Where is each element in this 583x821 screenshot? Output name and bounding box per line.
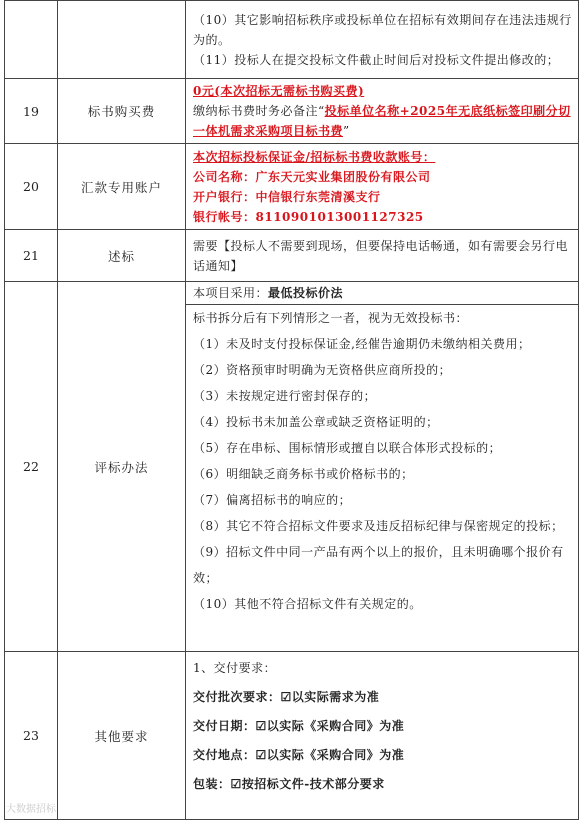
row-number: 22	[5, 282, 58, 652]
note-prefix: 缴纳标书费时务必备注“	[193, 104, 325, 118]
row-content	[186, 79, 579, 144]
table-row	[5, 282, 579, 652]
tender-fee-amount: 0元(本次招标无需标书购买费)	[193, 84, 365, 98]
checkbox-checked-icon: ☑	[280, 690, 292, 704]
row-number: 19	[5, 79, 58, 144]
tender-fee-note	[193, 101, 572, 141]
tender-terms-table	[4, 0, 579, 820]
row-label	[58, 1, 186, 79]
row-label: 标书购买费	[58, 79, 186, 144]
field-label: 交付批次要求：	[193, 690, 281, 704]
row-number: 21	[5, 230, 58, 282]
note-remark: 投标单位名称+2025年无底纸标签印刷分切一体机需求采购项目标书费	[193, 104, 571, 138]
delivery-heading: 1、交付要求：	[193, 661, 277, 675]
field-value: 以实际需求为准	[291, 690, 380, 704]
field-label: 包装：	[193, 777, 231, 791]
row-label: 述标	[58, 230, 186, 282]
table-row	[5, 230, 579, 282]
row-content	[186, 1, 579, 79]
invalid-bid-intro: 标书拆分后有下列情形之一者，视为无效投标书：	[193, 311, 469, 325]
row-content	[186, 144, 579, 230]
row-label: 汇款专用账户	[58, 144, 186, 230]
list-item: （10）其他不符合招标文件有关规定的。	[193, 597, 422, 611]
account-number: 银行帐号：8110901013001127325	[193, 209, 424, 224]
text-line: （11）投标人在提交投标文件截止时间后对投标文件提出修改的；	[193, 52, 560, 67]
row-number	[5, 1, 58, 79]
delivery-place	[193, 741, 572, 770]
company-name: 公司名称：广东天元实业集团股份有限公司	[193, 169, 431, 184]
list-item: （1）未及时支付投标保证金,经催告逾期仍未缴纳相关费用；	[193, 337, 531, 351]
list-item: （6）明细缺乏商务标书或价格标书的；	[193, 467, 414, 481]
field-value: 按招标文件-技术部分要求	[241, 777, 385, 791]
list-item: （7）偏离招标书的响应的；	[193, 493, 352, 507]
table-row	[5, 79, 579, 144]
list-item: （8）其它不符合招标文件要求及违反招标纪律与保密规定的投标；	[193, 519, 564, 533]
packaging	[193, 770, 572, 799]
table-row	[5, 652, 579, 820]
list-item: （4）投标书未加盖公章或缺乏资格证明的；	[193, 415, 439, 429]
row-label: 其他要求	[58, 652, 186, 820]
field-label: 交付地点：	[193, 748, 256, 762]
text-line: （10）其它影响招标秩序或投标单位在招标有效期间存在违法违规行为的。	[193, 12, 572, 47]
row-number: 23	[5, 652, 58, 820]
watermark: 大数据招标	[6, 804, 56, 815]
delivery-batch	[193, 683, 572, 712]
row-label: 评标办法	[58, 282, 186, 652]
bank-name: 开户银行：中信银行东莞清溪支行	[193, 189, 381, 204]
list-item: （9）招标文件中同一产品有两个以上的报价，且未明确哪个报价有效；	[193, 545, 564, 585]
note-suffix: ”	[343, 124, 350, 138]
method-prefix: 本项目采用：	[193, 286, 269, 300]
row-content	[186, 652, 579, 820]
field-value: 以实际《采购合同》为准	[266, 748, 405, 762]
delivery-date	[193, 712, 572, 741]
table-row	[5, 144, 579, 230]
list-item: （5）存在串标、围标情形或擅自以联合体形式投标的；	[193, 441, 502, 455]
row-number: 20	[5, 144, 58, 230]
method-value: 最低投标价法	[268, 286, 344, 300]
list-item: （3）未按规定进行密封保存的；	[193, 389, 377, 403]
field-label: 交付日期：	[193, 719, 256, 733]
checkbox-checked-icon: ☑	[255, 719, 267, 733]
checkbox-checked-icon: ☑	[255, 748, 267, 762]
field-value: 以实际《采购合同》为准	[266, 719, 405, 733]
table-row	[5, 1, 579, 79]
checkbox-checked-icon: ☑	[230, 777, 242, 791]
account-heading: 本次招标投标保证金/招标标书费收款账号：	[193, 149, 436, 164]
evaluation-method	[186, 282, 578, 305]
row-content	[186, 282, 579, 652]
row-content: 需要【投标人不需要到现场，但要保持电话畅通，如有需要会另行电话通知】	[186, 230, 579, 282]
list-item: （2）资格预审时明确为无资格供应商所投的；	[193, 363, 452, 377]
